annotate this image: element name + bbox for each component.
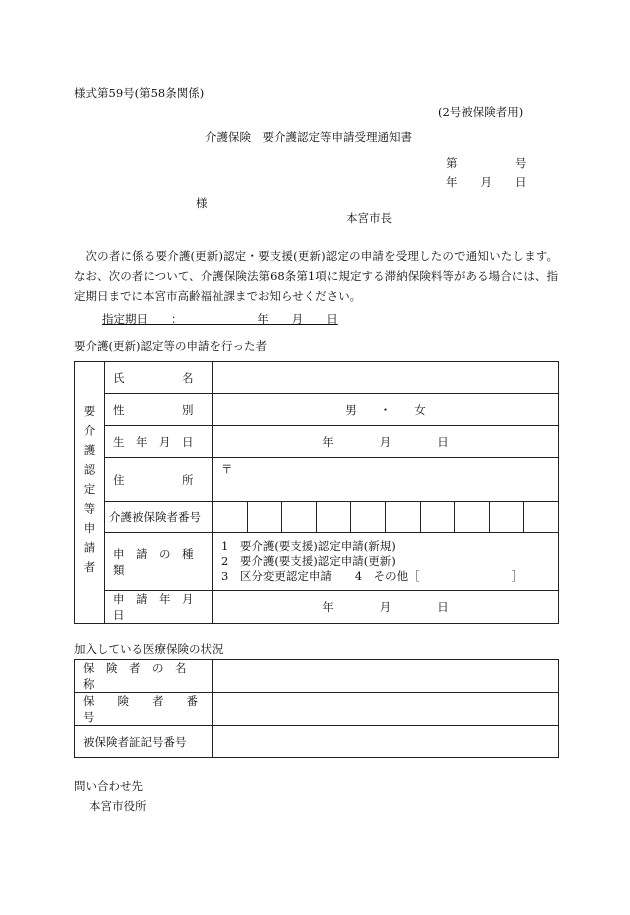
digit-box[interactable]	[316, 502, 351, 532]
subject-type: (2号被保険者用)	[438, 105, 524, 119]
application-type-option[interactable]: 2 要介護(要支援)認定申請(更新)	[221, 554, 396, 568]
address-label: 住 所	[105, 458, 213, 502]
insured-card-number-field[interactable]	[213, 726, 559, 758]
application-type-option[interactable]: 1 要介護(要支援)認定申請(新規)	[221, 539, 396, 553]
insured-number-label: 介護被保険者番号	[105, 502, 213, 533]
application-type-label: 申 請 の 種 類	[105, 533, 213, 591]
insured-card-number-label: 被保険者証記号番号	[75, 726, 213, 758]
insurer-number-field[interactable]	[213, 693, 559, 726]
contact-heading: 問い合わせ先	[74, 779, 143, 793]
document-date: 年 月 日	[446, 175, 527, 189]
applicant-side-label: 要介護認定等申請者	[75, 362, 105, 624]
notice-body: 次の者に係る要介護(更新)認定・要支援(更新)認定の申請を受理したので通知いたします。なお、次の者について、介護保険法第68条第1項に規定する滞納保険料等がある場合には、指定期日までに本宮市高齢福祉課までお知らせください。	[74, 249, 558, 303]
application-date-label: 申 請 年 月 日	[105, 591, 213, 624]
insurance-table	[74, 659, 559, 758]
digit-box[interactable]	[350, 502, 385, 532]
sex-label: 性 別	[105, 394, 213, 426]
applicant-heading: 要介護(更新)認定等の申請を行った者	[74, 339, 267, 353]
insurer-name-field[interactable]	[213, 660, 559, 693]
issuer: 本宮市長	[346, 211, 392, 225]
digit-box[interactable]	[213, 502, 247, 532]
digit-box[interactable]	[489, 502, 524, 532]
application-type-option[interactable]: 3 区分変更認定申請 4 その他［ ］	[221, 569, 524, 583]
birth-field[interactable]: 年 月 日	[213, 426, 559, 458]
insured-number-digit-boxes	[213, 502, 558, 532]
document-number: 第 号	[446, 156, 527, 170]
digit-box[interactable]	[454, 502, 489, 532]
digit-box[interactable]	[523, 502, 558, 532]
sex-field[interactable]: 男 ・ 女	[213, 394, 559, 426]
deadline-line: 指定期日 ： 年 月 日	[102, 312, 338, 326]
digit-box[interactable]	[385, 502, 420, 532]
address-field[interactable]: 〒	[213, 458, 559, 502]
digit-box[interactable]	[247, 502, 282, 532]
applicant-table	[74, 361, 559, 624]
birth-label: 生 年 月 日	[105, 426, 213, 458]
insurer-number-label: 保 険 者 番 号	[75, 693, 213, 726]
digit-box[interactable]	[420, 502, 455, 532]
name-field[interactable]	[213, 362, 559, 394]
insurer-name-label: 保 険 者 の 名 称	[75, 660, 213, 693]
page-title: 介護保険 要介護認定等申請受理通知書	[205, 130, 412, 144]
addressee-suffix: 様	[196, 196, 208, 210]
name-label: 氏 名	[105, 362, 213, 394]
application-type-field[interactable]	[213, 533, 559, 591]
digit-box[interactable]	[281, 502, 316, 532]
contact-office: 本宮市役所	[89, 799, 147, 813]
application-date-field[interactable]: 年 月 日	[213, 591, 559, 624]
insured-number-field[interactable]	[213, 502, 559, 533]
insurance-heading: 加入している医療保険の状況	[74, 642, 224, 656]
form-number: 様式第59号(第58条関係)	[74, 86, 205, 100]
